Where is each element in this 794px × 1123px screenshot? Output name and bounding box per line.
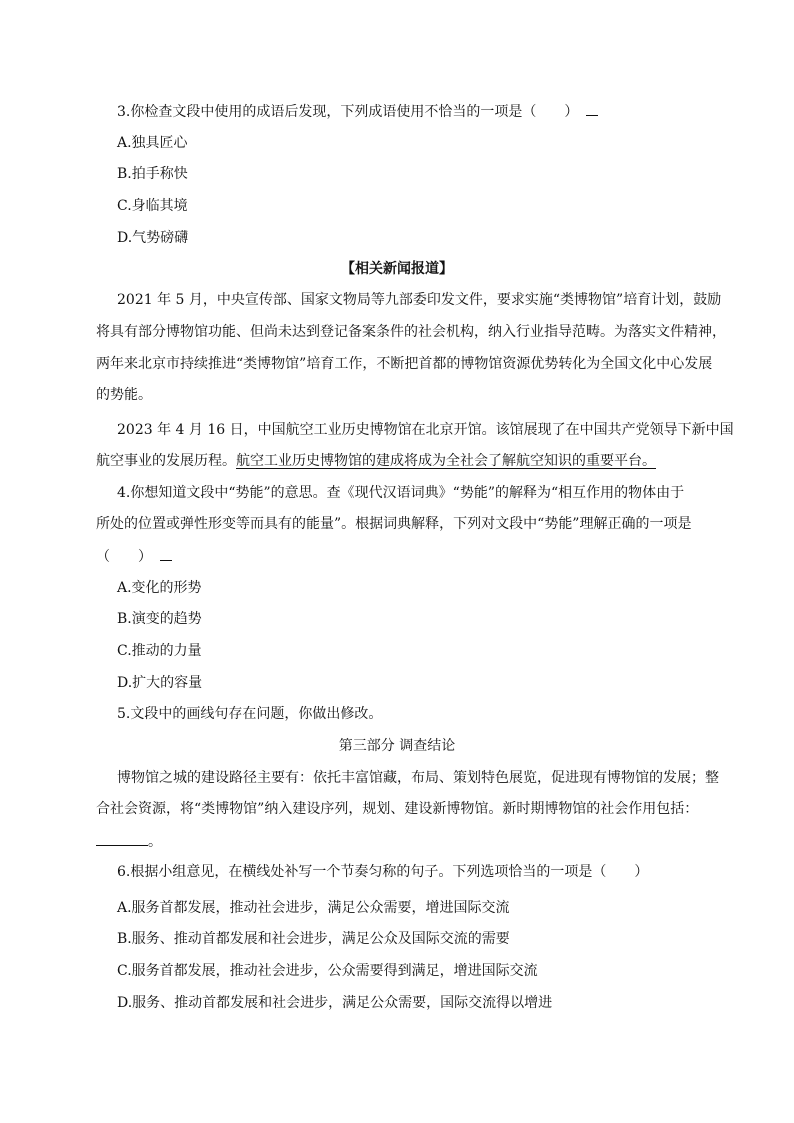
- q4-stem-paren: （ ）: [96, 549, 152, 565]
- q3-option-c: C.身临其境: [117, 198, 188, 214]
- q4-option-b: B.演变的趋势: [117, 611, 202, 627]
- q4-stem-line-2: 所处的位置或弹性形变等而具有的能量”。根据词典解释，下列对文段中“势能”理解正确的一项是: [96, 516, 692, 532]
- part3-period: 。: [148, 834, 162, 850]
- q4-option-d: D.扩大的容量: [117, 675, 203, 691]
- q3-option-b: B.拍手称快: [117, 166, 188, 182]
- q4-option-c: C.推动的力量: [117, 643, 202, 659]
- q3-stem-text: 3.你检查文段中使用的成语后发现，下列成语使用不恰当的一项是（ ）: [117, 104, 579, 120]
- q4-stem-line-3: [96, 546, 172, 567]
- part3-paragraph-line-1: 博物馆之城的建设路径主要有：依托丰富馆藏，布局、策划特色展览，促进现有博物馆的发展；整: [117, 770, 719, 786]
- q6-option-b: B.服务、推动首都发展和社会进步，满足公众及国际交流的需要: [117, 931, 510, 947]
- news-plain-text: 航空事业的发展历程。: [96, 453, 236, 469]
- answer-blank: [160, 546, 172, 561]
- news-heading: 【相关新闻报道】: [341, 261, 453, 277]
- answer-blank: [586, 101, 598, 116]
- q3-option-d: D.气势磅礴: [117, 230, 189, 246]
- q6-option-c: C.服务首都发展，推动社会进步，公众需要得到满足，增进国际交流: [117, 963, 538, 979]
- news-paragraph-2-line-1: 2023 年 4 月 16 日，中国航空工业历史博物馆在北京开馆。该馆展现了在中国共产党领导下新中国: [117, 422, 734, 438]
- q5-stem: 5.文段中的画线句存在问题，你做出修改。: [117, 706, 383, 722]
- news-paragraph-1-line-1: 2021 年 5 月，中央宣传部、国家文物局等九部委印发文件，要求实施“类博物馆”培育计划，鼓励: [117, 292, 722, 308]
- part3-paragraph-line-2: 合社会资源，将“类博物馆”纳入建设序列，规划、建设新博物馆。新时期博物馆的社会作用包括：: [96, 801, 699, 817]
- fill-in-blank: [96, 831, 148, 846]
- q6-option-d: D.服务、推动首都发展和社会进步，满足公众需要，国际交流得以增进: [117, 995, 553, 1011]
- part3-blank-line: [96, 831, 162, 852]
- news-paragraph-2-line-2: [96, 451, 656, 471]
- q3-stem: [117, 101, 598, 122]
- part3-heading: 第三部分 调查结论: [338, 738, 456, 754]
- q3-option-a: A.独具匠心: [117, 135, 188, 151]
- q4-stem-line-1: 4.你想知道文段中“势能”的意思。查《现代汉语词典》“势能”的解释为“相互作用的物体由于: [117, 485, 685, 501]
- q6-stem: 6.根据小组意见，在横线处补写一个节奏匀称的句子。下列选项恰当的一项是（ ）: [117, 864, 649, 880]
- news-paragraph-1-line-4: 的势能。: [96, 387, 152, 403]
- q4-option-a: A.变化的形势: [117, 580, 202, 596]
- news-paragraph-1-line-3: 两年来北京市持续推进“类博物馆”培育工作，不断把首都的博物馆资源优势转化为全国文化中心发展: [96, 356, 713, 372]
- news-paragraph-1-line-2: 将具有部分博物馆功能、但尚未达到登记备案条件的社会机构，纳入行业指导范畴。为落实文件精神，: [96, 324, 726, 340]
- q6-option-a: A.服务首都发展，推动社会进步，满足公众需要，增进国际交流: [117, 900, 510, 916]
- underlined-sentence: 航空工业历史博物馆的建成将成为全社会了解航空知识的重要平台。: [236, 453, 656, 469]
